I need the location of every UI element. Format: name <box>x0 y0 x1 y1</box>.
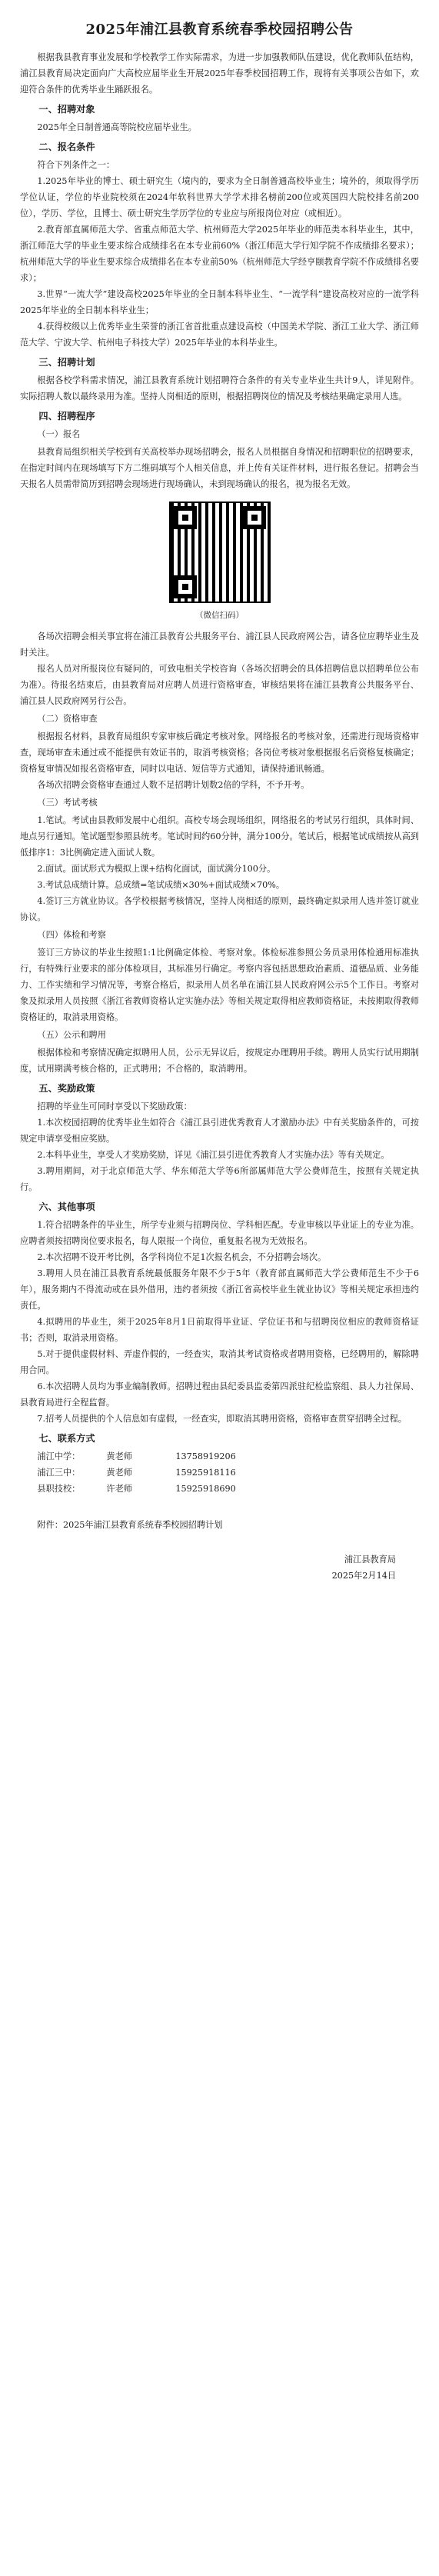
section-heading-contact: 七、联系方式 <box>38 1433 95 1444</box>
contact-name: 黄老师 <box>106 1451 132 1461</box>
subsection-heading-publicity: （五）公示和聘用 <box>37 1030 106 1040</box>
paragraph: 3.聘用期间，对于北京师范大学、华东师范大学等6所部属师范大学公费师范生，按照有关规定执行。 <box>20 1166 419 1192</box>
contact-unit: 县职技校： <box>37 1484 81 1494</box>
paragraph: 3.聘用人员在浦江县教育系统最低服务年限不少于5年（教育部直属师范大学公费师范生不少于6年），服务期内不得流动或在县外借用，违约者须按《浙江省高校毕业生就业协议》等相关规定承担违约责任。 <box>20 1268 419 1311</box>
paragraph: 根据报名材料，县教育局组织专家审核后确定考核对象。网络报名的考核对象，还需进行现场资格审查，现场审查未通过或不能提供有效证书的，取消考核资格；各岗位考核对象根据报名后资格复核确定；资格复审情况如报名资格审查，同时以电话、短信等方式通知，请保持通讯畅通。 <box>20 731 419 774</box>
qr-code-icon[interactable] <box>169 502 271 603</box>
qr-finder-pattern <box>174 506 197 529</box>
paragraph: 根据体检和考察情况确定拟聘用人员，公示无异议后，按规定办理聘用手续。聘用人员实行试用期制度，试用期满考核合格的，正式聘用；不合格的，取消聘用。 <box>20 1048 419 1074</box>
contact-name: 黄老师 <box>106 1468 132 1478</box>
signature-org: 浦江县教育局 <box>344 1555 396 1565</box>
signature-block <box>20 1551 419 1584</box>
subsection-heading-qualification: （二）资格审查 <box>37 714 98 724</box>
contact-phone[interactable]: 15925918690 <box>175 1484 236 1494</box>
paragraph: 各场次招聘会相关事宜将在浦江县教育公共服务平台、浦江县人民政府网公告，请各位应聘毕业生及时关注。 <box>20 632 419 658</box>
intro-paragraph: 根据我县教育事业发展和学校教学工作实际需求，为进一步加强教师队伍建设，优化教师队伍结构，浦江县教育局决定面向广大高校应届毕业生开展2025年春季校园招聘工作，现将有关事项公告如下，欢迎符合条件的优秀毕业生踊跃报名。 <box>20 52 419 95</box>
paragraph: 1.笔试。考试由县教师发展中心组织。高校专场会现场组织，网络报名的考试另行组织，具体时间、地点另行通知。笔试题型参照县统考。笔试时间约60分钟，满分100分。笔试后，根据笔试成绩按从高到低排序1：3比例确定进入面试人数。 <box>20 815 419 858</box>
contact-phone[interactable]: 15925918116 <box>175 1468 236 1478</box>
contact-row <box>37 1448 419 1465</box>
subsection-heading-registration: （一）报名 <box>37 429 81 439</box>
paragraph: 7.招考人员提供的个人信息如有虚假，一经查实，即取消其聘用资格，资格审查贯穿招聘全过程。 <box>37 1414 407 1424</box>
paragraph: 3.世界“一流大学”建设高校2025年毕业的全日制本科毕业生、“一流学科”建设高校对应的一流学科2025年毕业的全日制本科毕业生； <box>20 289 419 315</box>
section-heading-rewards: 五、奖励政策 <box>38 1083 95 1094</box>
paragraph: 6.本次招聘人员均为事业编制教师。招聘过程由县纪委县监委第四派驻纪检监察组、县人力社保局、县教育局进行全程监督。 <box>20 1381 419 1408</box>
paragraph: 2.教育部直属师范大学、省重点师范大学、杭州师范大学2025年毕业的师范类本科毕业生，其中，浙江师范大学的毕业生要求综合成绩排名在本专业前60%（浙江师范大学行知学院不作成绩排名要求）；杭州师范大学的毕业生要求综合成绩排名在本专业前50%（杭州师范大学经亨颐教育学院不作成绩排名要求）； <box>20 225 419 283</box>
paragraph: 2025年全日制普通高等院校应届毕业生。 <box>37 122 197 132</box>
paragraph: 2.本次招聘不设开考比例，各学科岗位不足1次报名机会，不分招聘会场次。 <box>37 1252 327 1262</box>
paragraph: 3.考试总成绩计算。总成绩=笔试成绩×30%+面试成绩×70%。 <box>37 880 285 890</box>
paragraph: 4.拟聘用的毕业生，须于2025年8月1日前取得毕业证、学位证书和与招聘岗位相应的教师资格证书；否则，取消录用资格。 <box>20 1317 419 1343</box>
subsection-heading-health-check: （四）体检和考察 <box>37 930 106 940</box>
contact-phone[interactable]: 13758919206 <box>175 1451 236 1461</box>
contact-unit: 浦江三中： <box>37 1468 81 1478</box>
paragraph: 5.对于提供虚假材料、弄虚作假的，一经查实，取消其考试资格或者聘用资格，已经聘用的，解除聘用合同。 <box>20 1349 419 1375</box>
section-heading-plan: 三、招聘计划 <box>38 357 95 368</box>
attachment-link[interactable]: 附件：2025年浦江县教育系统春季校园招聘计划 <box>37 1520 223 1530</box>
paragraph: 符合下列条件之一： <box>37 160 115 170</box>
paragraph: 报名人员对所报岗位有疑问的，可致电相关学校咨询（各场次招聘会的具体招聘信息以招聘单位公布为准）。待报名结束后，由县教育局对应聘人员进行资格审查，审核结果将在浦江县教育公共服务平台、浦江县人民政府网另行公告。 <box>20 664 419 706</box>
subsection-heading-exam: （三）考试考核 <box>37 798 98 808</box>
paragraph: 招聘的毕业生可同时享受以下奖励政策： <box>37 1101 192 1111</box>
signature-date: 2025年2月14日 <box>331 1571 396 1581</box>
section-heading-eligibility: 二、报名条件 <box>38 142 95 152</box>
section-heading-recruitment-target: 一、招聘对象 <box>38 104 95 115</box>
qr-finder-pattern <box>174 575 197 598</box>
qr-block <box>20 502 419 621</box>
qr-caption: （微信扫码） <box>195 611 244 620</box>
paragraph: 签订三方协议的毕业生按照1:1比例确定体检、考察对象。体检标准参照公务员录用体检通用标准执行，有特殊行业要求的部分体检项目，其标准另行确定。考察内容包括思想政治素质、道德品质、业务能力、工作实绩和学习情况等，考察合格后，拟录用人员名单在浦江县人民政府网公示5个工作日。考察对象及拟录用人员按照《浙江省教师资格认定实施办法》等相关规定取得相应教师资格证，未按期取得教师资格证的，取消录用资格。 <box>20 948 419 1022</box>
contact-row <box>37 1481 419 1497</box>
paragraph: 4.获得校级以上优秀毕业生荣誉的浙江省首批重点建设高校（中国美术学院、浙江工业大学、浙江师范大学、宁波大学、杭州电子科技大学）2025年毕业的本科毕业生。 <box>20 322 419 348</box>
paragraph: 1.本次校园招聘的优秀毕业生如符合《浦江县引进优秀教育人才激励办法》中有关奖励条件的，可按规定申请享受相应奖励。 <box>20 1118 419 1144</box>
qr-finder-pattern <box>243 506 266 529</box>
paragraph: 2.面试。面试形式为模拟上课+结构化面试，面试满分100分。 <box>37 864 276 874</box>
paragraph: 根据各校学科需求情况，浦江县教育系统计划招聘符合条件的有关专业毕业生共计9人，详见附件。实际招聘人数以最终录用为准。坚持人岗相适的原则，根据招聘岗位的情况及考核结果确定录用人选。 <box>20 375 419 402</box>
contact-name: 许老师 <box>106 1484 132 1494</box>
paragraph: 县教育局组织相关学校到有关高校举办现场招聘会，报名人员根据自身情况和招聘职位的招聘要求，在指定时间内在现场填写下方二维码填写个人相关信息，并上传有关证件材料，进行报名登记。招聘会当天报名人员需带简历到招聘会现场进行现场确认，未到现场确认的报名，视为报名无效。 <box>20 447 419 489</box>
section-heading-other: 六、其他事项 <box>38 1201 95 1212</box>
page-title: 2025年浦江县教育系统春季校园招聘公告 <box>85 22 354 38</box>
paragraph: 1.符合招聘条件的毕业生，所学专业须与招聘岗位、学科相匹配。专业审核以毕业证上的专业为准。应聘者须按招聘岗位要求报名，每人限报一个岗位，重复报名视为无效报名。 <box>20 1220 419 1246</box>
paragraph: 1.2025年毕业的博士、硕士研究生（境内的，要求为全日制普通高校毕业生；境外的，须取得学历学位认证，学位的毕业院校须在2024年软科世界大学学术排名榜前200位或英国四大院校排名前200位），学历、学位，且博士、硕士研究生学历学位的专业应与所报岗位对应（或相近）。 <box>20 176 419 218</box>
contact-row <box>37 1465 419 1481</box>
paragraph: 各场次招聘会资格审查通过人数不足招聘计划数2倍的学科，不予开考。 <box>37 780 310 790</box>
contact-unit: 浦江中学： <box>37 1451 81 1461</box>
section-heading-procedure: 四、招聘程序 <box>38 411 95 422</box>
paragraph: 4.签订三方就业协议。各学校根据考核情况，坚持人岗相适的原则，最终确定拟录用人选并签订就业协议。 <box>20 896 419 922</box>
paragraph: 2.本科毕业生，享受人才奖励奖励，详见《浦江县引进优秀教育人才实施办法》等有关规定。 <box>37 1150 390 1160</box>
contact-list <box>37 1448 419 1497</box>
